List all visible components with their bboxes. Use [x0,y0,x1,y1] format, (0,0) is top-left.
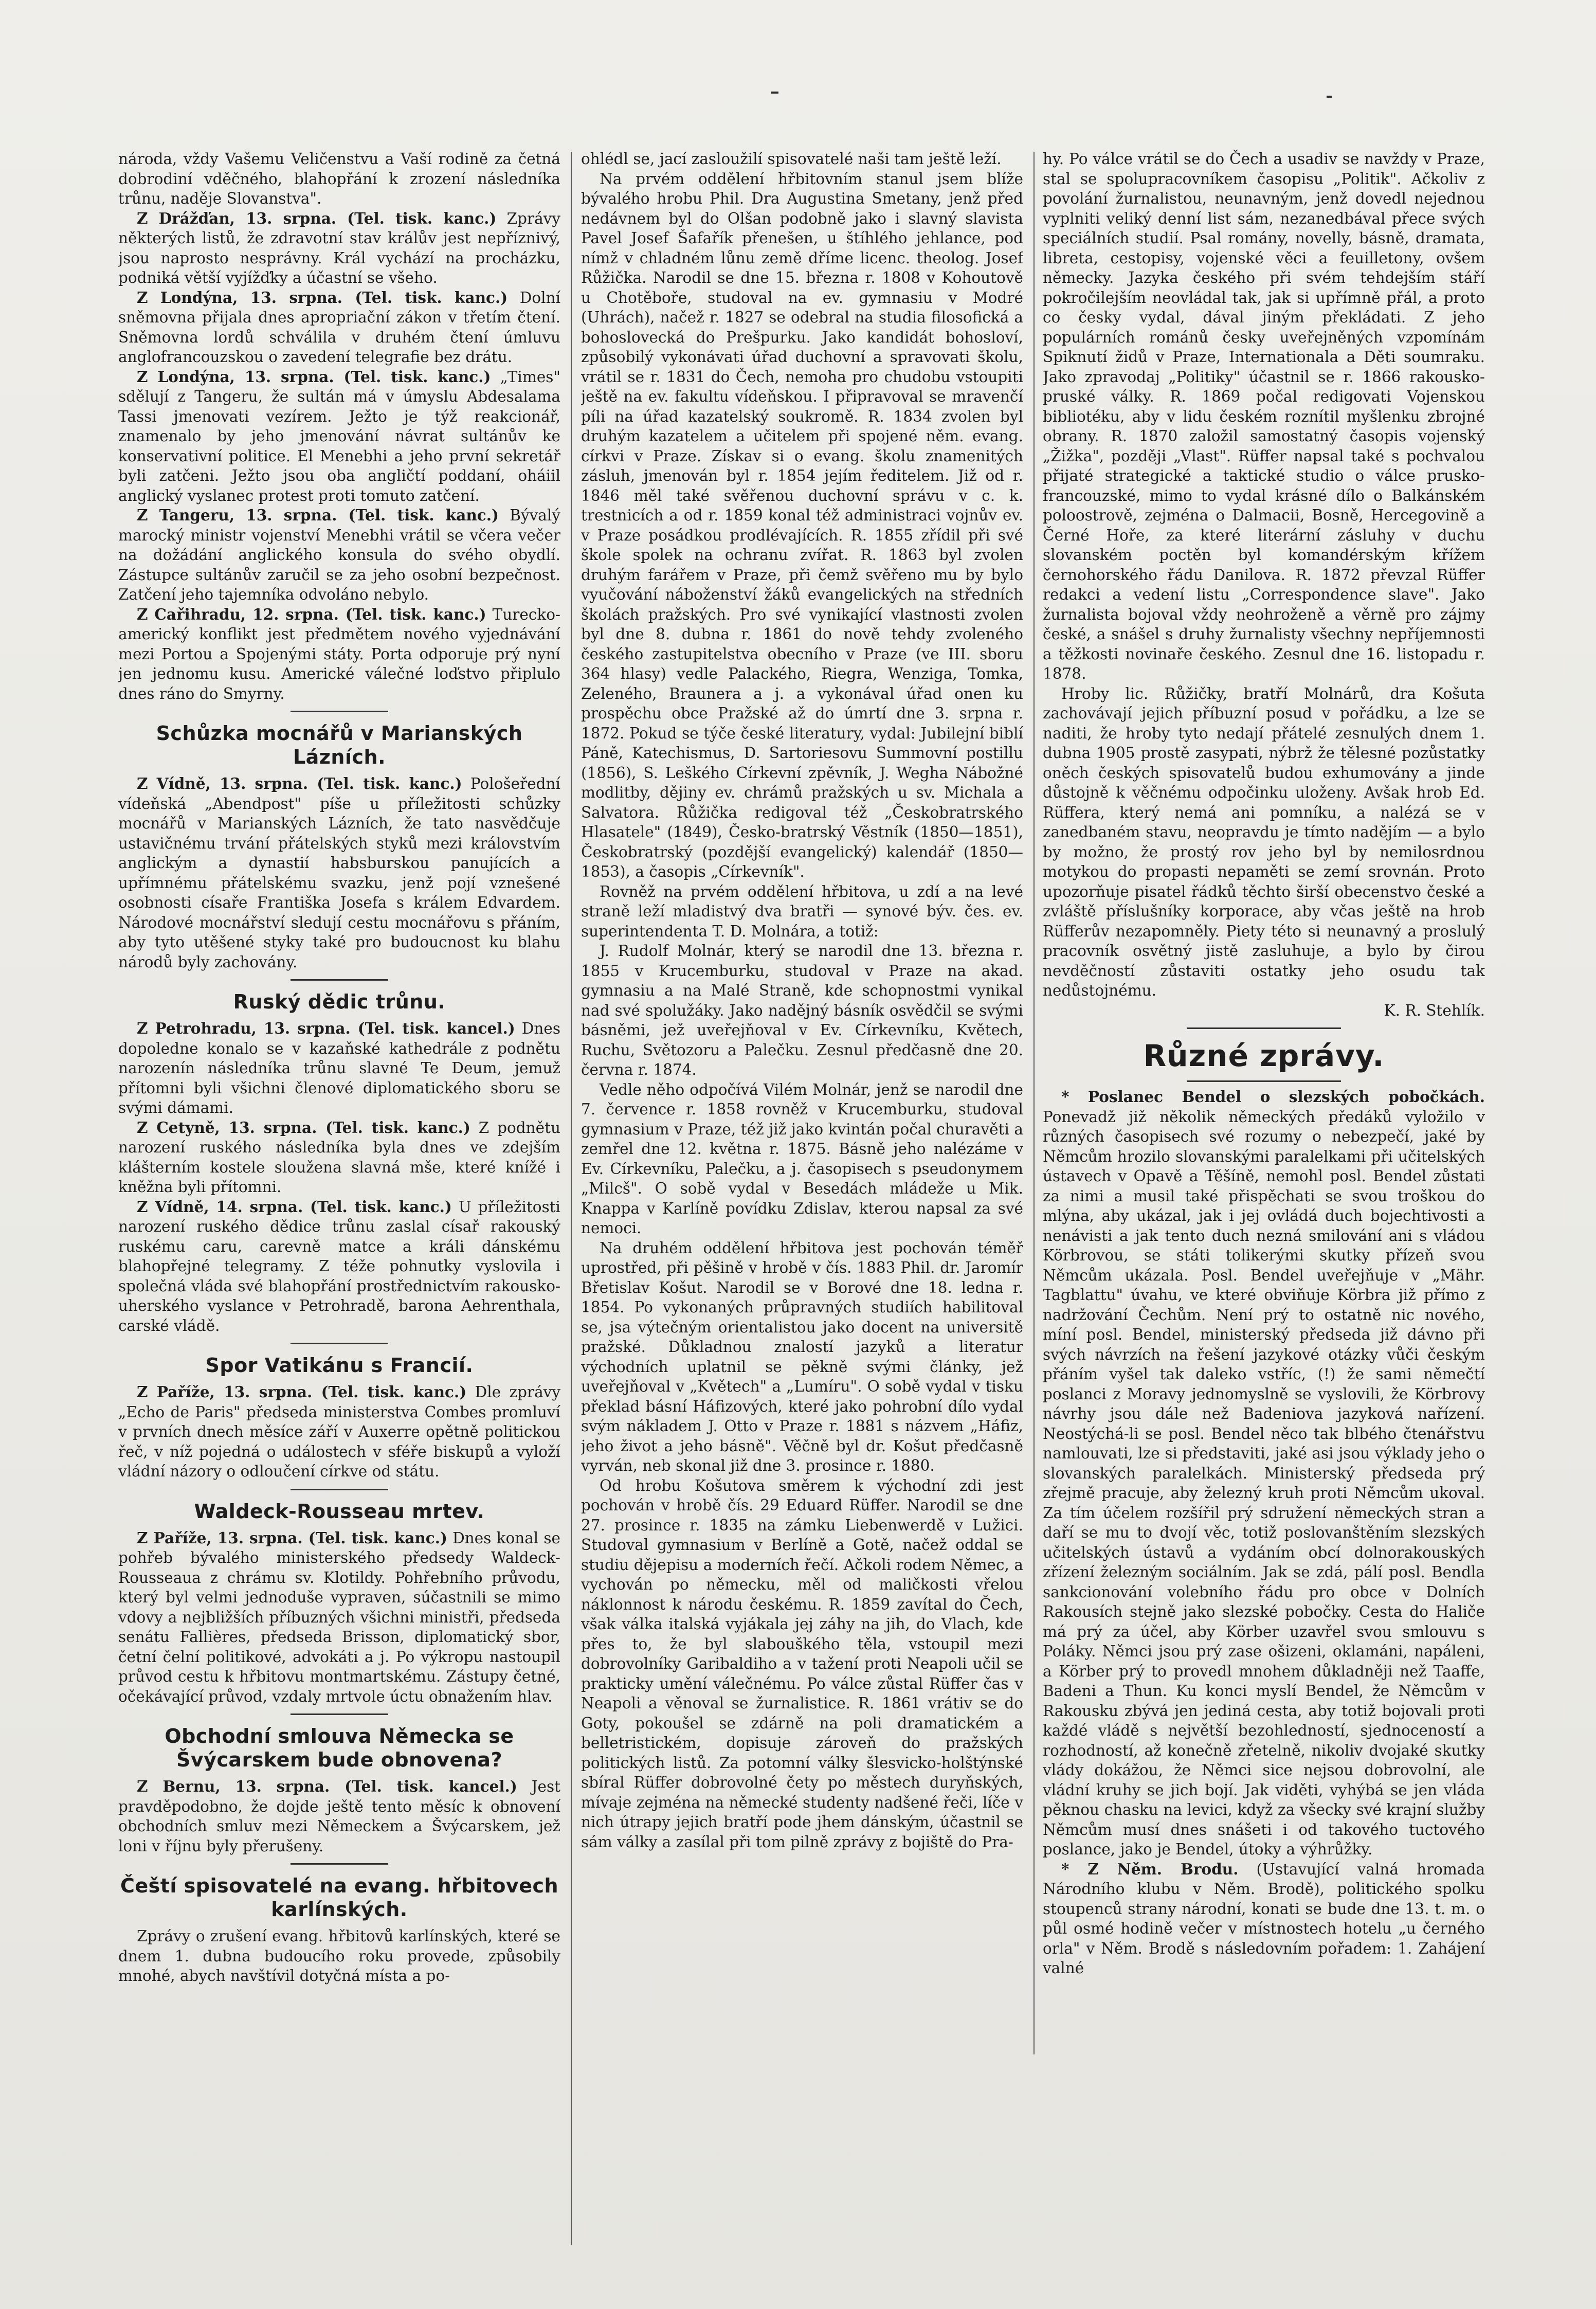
separator-rule [1187,1027,1341,1029]
headline: Schůzka mocnářů v Marianských Lázních. [156,722,523,768]
news-item [1043,1087,1485,1860]
paragraph: Na druhém oddělení hřbitova jest pochován téměř uprostřed, při pěšině v hrobě v čís. 1883 Phil. dr. Jaromír Břetislav Košut. Narodil se v Borové dne 18. ledna r. 1854. Po vykonaných průpravných studiích habilitoval se, jsa výtečným orientalistou jako docent na universitě pražské. Důkladnou znalostí jazyků a literatur východních uplatnil se pěkně svými články, jež uveřejňoval v „Květech" a „Lumíru". O sobě vydal v tisku překlad básní Háfizových, které jako pohrobní dílo vydal svým nákladem J. Otto v Praze r. 1881 s názvem „Háfiz, jeho život a jeho básně". Věčně byl dr. Košut předčasně vyrván, neb skonal již dne 3. prosince r. 1880. [581,1239,1023,1474]
scan-mark [771,92,778,94]
news-item [118,209,560,288]
news-item [118,1382,560,1482]
news-item [118,605,560,704]
news-text: (Ustavující valná hromada Národního klubu v Něm. Brodě), politického spolku stoupenců strany národní, konati se bude dne 13. t. m. o půl osmé hodině večer v místnostech hotelu „u černého orla" v Něm. Brodě s následovním pořadem: 1. Zahájení valné [1043,1860,1485,1977]
item-heading: * Poslanec Bendel o slezských pobočkách. [1061,1088,1485,1106]
item-heading: * Z Něm. Brodu. [1061,1860,1239,1878]
paragraph: Na prvém oddělení hřbitovním stanul jsem blíže bývalého hrobu Phil. Dra Augustina Smetany, jenž před nedávnem byl do Olšan podobně jako i slavný slavista Pavel Josef Šafařík přenešen, u štíhlého jehlance, pod nímž v chladném lůnu země dříme licenc. theolog. Josef Růžička. Narodil se dne 15. března r. 1808 v Kohoutově u Chotěboře, studoval na ev. gymnasiu v Modré (Uhrách), načež r. 1827 se odebral na studia filosofická a bohoslovecká do Prešpurku. Jako kandidát bohosloví, způsobilý vykonávati úřad duchovní a spravovati školu, vrátil se r. 1831 do Čech, nemoha pro chudobu vstoupiti ještě na ev. fakultu vídeňskou. I připravoval se mravenčí píli na úřad kazatelský soukromě. R. 1834 zvolen byl druhým kazatelem a učitelem při spojené něm. evang. církvi v Praze. Získav si o evang. školu znamenitých zásluh, jmenován byl r. 1854 jejím ředitelem. Již od r. 1846 měl také svěřenou duchovní správu v c. k. trestnicích a od r. 1859 konal též administraci vojnův ev. v Praze posádkou prodlévajících. R. 1855 zřídil při své škole spolek na ochranu zvířat. R. 1863 byl zvolen druhým farářem v Praze, při čemž svěřeno mu by bylo vyučování náboženství žáků evangelických na středních školách pražských. Pro své vynikající vlastnosti zvolen byl dne 8. dubna r. 1861 do nově tehdy zvoleného českého zastupitelstva obecního v Praze (ve III. sboru 364 hlasy) vedle Palackého, Riegra, Wenziga, Tomka, Zeleného, Braunera a j. a vykonával úřad onen ku prospěchu obce Pražské až do úmrtí dne 3. srpna r. 1872. Pokud se týče české literatury, vydal: Jubilejní biblí Páně, Katechismus, D. Sartoriesovu Summovní postillu (1856), S. Leškého Církevní zpěvník, J. Wegha Nábožné modlitby, dějiny ev. chrámů pražských u sv. Michala a Salvatora. Růžička redigoval též „Českobratrského Hlasatele" (1849), Česko-bratrský Věstník (1850—1851), Českobratrský (pozdější evangelický) kalendář (1850—1853), a časopis „Církevník". [581,170,1023,880]
news-text: Pološeřední vídeňská „Abendpost" píše u příležitosti schůzky mocnářů v Marianských Lázních, že tato nasvědčuje ustavičnému trvání přátelských styků mezi královstvím anglickým a dynastií habsburskou panujících a upřímnému přátelskému svazku, jenž pojí vznešené osobnosti císaře Františka Josefa s králem Edvardem. Národové mocnářství sledují cestu mocnářovu s přáním, aby tyto utěšené styky také pro budoucnost ku blahu národů byly zachovány. [118,775,560,971]
paragraph: ohlédl se, jací zasloužilí spisovatelé naši tam ještě leží. [581,150,1002,168]
dateline: Z Vídně, 13. srpna. (Tel. tisk. kanc.) [137,774,462,792]
news-item [118,506,560,605]
dateline: Z Londýna, 13. srpna. (Tel. tisk. kanc.) [137,288,508,306]
separator-rule [1187,1080,1341,1082]
dateline: Z Drážďan, 13. srpna. (Tel. tisk. kanc.) [137,209,497,227]
paragraph: Vedle něho odpočívá Vilém Molnár, jenž se narodil dne 7. července r. 1858 rovněž v Krucemburku, studoval gymnasium v Praze, též již jako kvintán počal churavěti a zemřel dne 12. května r. 1875. Básně jeho nalézáme v Ev. Církevníku, Palečku, a j. časopisech s pseudonymem „Milcš". O sobě vydal v Besedách mládeže u Mik. Knappa v Karlíně povídku Zdislav, kterou napsal za své nemoci. [581,1080,1023,1237]
paragraph: Zprávy o zrušení evang. hřbitovů karlínských, které se dnem 1. dubna budoucího roku provede, způsobily mnohé, abych navštívil dotyčná místa a po- [118,1927,560,1985]
paragraph: hy. Po válce vrátil se do Čech a usadiv se navždy v Praze, stal se spolupracovníkem časopisu „Politik". Ačkoliv z povolání žurnalistou, neunavným, jenž dovedl nejednou vyplniti veliký denní list sám, nezanedbával přece svých speciálních studií. Psal romány, novelly, básně, dramata, libreta, cestopisy, vojenské věci a feuilletony, ovšem německy. Jazyka českého při svém tehdejším stáří pokročilejším neovládal tak, jak si upřímně přál, a proto co česky vydal, dával jiným překládati. Z jeho populárních románů česky uveřejněných vzpomínám Spiknutí židů v Praze, Internationala a Děti soumraku. Jako zpravodaj „Politiky" účastnil se r. 1866 rakousko-pruské války. R. 1869 počal redigovati Vojenskou bibliotéku, aby v lidu českém roznítil myšlenku zbrojné obrany. R. 1870 založil samostatný časopis vojenský „Žižka", později „Vlast". Rüffer napsal také s pochvalou přijaté strategické a taktické studio o válce prusko-francouzské, mimo to vydal krásné dílo o Balkánském poloostrově, zejména o Dalmacii, Bosně, Hercegovině a Černé Hoře, za které literární zásluhy v duchu slovanském poctěn byl komandérským křížem černohorského řádu Danilova. R. 1872 převzal Rüffer redakci a vedení listu „Correspondence slave". Jako žurnalista bojoval vždy neohroženě a věrně pro zájmy české, a snášel s druhy žurnalisty všechny nepříjemnosti a těžkosti novinaře českého. Zesnul dne 16. listopadu r. 1878. [1043,150,1485,682]
news-item [118,1019,560,1118]
separator-rule [291,1713,388,1715]
headline: Spor Vatikánu s Francií. [205,1354,474,1377]
headline: Čeští spisovatelé na evang. hřbitovech karlínských. [120,1874,559,1921]
dateline: Z Paříže, 13. srpna. (Tel. tisk. kanc.) [137,1383,467,1401]
news-text: Dle zprávy „Echo de Paris" předseda ministerstva Combes promluví v prvních dnech měsíce září v Auxerre opětně politickou řeč, v níž pojedná o událostech v sféře biskupů a vyloží vládní názory o odloučení církve od státu. [118,1383,560,1480]
news-item [1043,1860,1485,1978]
paragraph: Od hrobu Košutova směrem k východní zdi jest pochován v hrobě čís. 29 Eduard Rüffer. Narodil se dne 27. prosince r. 1835 na zámku Liebenwerdě v Lužici. Studoval gymnasium v Berlíně a Gotě, načež oddal se studiu dějepisu a moderních řečí. Ačkoli rodem Němec, a vychován po německu, měl od maličkosti vřelou náklonnost k národu českému. R. 1859 zavítal do Čech, však válka italská vyjákala jej záhy na jih, do Vlach, kde přes to, že byl slabouškého těla, vstoupil mezi dobrovolníky Garibaldiho a v tažení proti Neapoli učil se prakticky umění válečnému. Po válce zůstal Rüffer čas v Neapoli a věnoval se žurnalistice. R. 1861 vrátiv se do Goty, pokoušel se zdárně na poli dramatickém a belletristickém, dopisuje zároveň do pražských politických listů. Za potomní války šlesvicko-holštýnské sbíral Rüffer dobrovolné čety po městech duryňských, mívaje zejména na německé studenty nadšené řeči, líče v nich útrapy jejich bratří pode jhem dánským, účastnil se sám války a zasílal při tom pilně zprávy z bojiště do Pra- [581,1476,1023,1851]
news-text: Dnes konal se pohřeb bývalého ministerského předsedy Waldeck-Rousseaua z chrámu sv. Klotildy. Pohřebního průvodu, který byl velmi jednoduše vypraven, súčastnili se mimo vdovy a nejbližších příbuzných všichni ministři, předseda senátu Fallières, předseda Brisson, diplomatický sbor, četní čelní politikové, advokáti a j. Po výkropu nastoupil průvod cestu k hřbitovu montmartskému. Zástupy četné, očekávající průvod, vzdaly mrtvole úctu obnažením hlav. [118,1529,560,1705]
news-text: „Times" sdělují z Tangeru, že sultán má v úmyslu Abdesalama Tassi jmenovati vezírem. Ježto je týž reakcionář, znamenalo by jeho jmenování návrat sultánův ke konservativní politice. El Menebhi a jeho první sekretář byli zatčeni. Ježto jsou oba angličtí poddaní, oháiil anglický vyslanec protest proti tomuto zatčení. [118,368,560,504]
column-left [118,149,560,2232]
dateline: Z Petrohradu, 13. srpna. (Tel. tisk. kancel.) [137,1019,515,1037]
news-text: Dolní sněmovna přijala dnes apropriační zákon v třetím čtení. Sněmovna lordů schválila v druhém čtení úmluvu anglofrancouzskou o zavedení telegrafie bez drátu. [118,288,560,366]
separator-rule [291,1863,388,1865]
paragraph: J. Rudolf Molnár, který se narodil dne 13. března r. 1855 v Krucemburku, studoval v Praze na akad. gymnasiu a na Malé Straně, kde schopnostmi vynikal nad své spolužáky. Jako nadějný básník osvědčil se svými básněmi, jež uveřejňoval v Ev. Církevníku, Květech, Ruchu, Světozoru a Palečku. Zesnul předčasně dne 20. června r. 1874. [581,942,1023,1078]
separator-rule [291,979,388,981]
author-signature: K. R. Stehlík. [1384,1001,1485,1019]
news-item [118,1777,560,1856]
dateline: Z Cařihradu, 12. srpna. (Tel. tisk. kanc.) [137,605,486,623]
scan-mark [1327,96,1332,98]
headline: Waldeck-Rousseau mrtev. [194,1500,485,1523]
news-item [118,1197,560,1336]
separator-rule [291,711,388,712]
news-text: Turecko-americký konflikt jest předmětem nového vyjednávání mezi Portou a Spojenými státy. Porta odporuje prý nyní jen jednomu kusu. Americké válečné loďstvo připlulo dnes ráno do Smyrny. [118,605,560,702]
paragraph: Hroby lic. Růžičky, bratří Molnárů, dra Košuta zachovávají jejich příbuzní posud v pořádku, a lze se naditi, že hroby tyto nedají přátelé zesnulých dnem 1. dubna 1905 prostě zasypati, nýbrž že tělesné pozůstatky oněch českých spisovatelů budou exhumovány a jinde důstojně k věčnému odpočinku uloženy. Avšak hrob Ed. Rüffera, který nemá ani pomníku, a nalézá se v zanedbaném stavu, neopravdu je tímto nadějím — a bylo by možno, že prostý rov jeho byl by nemilosrdnou motykou do propasti nepaměti se zemí srovnán. Proto upozorňuje pisatel řádků těchto širší obecenstvo české a zvláště příslušníky korporace, aby včas ještě na hrob Rüfferův nezapomněly. Piety této si neunavný a proslulý pracovník osvětný jistě zasluhuje, a bylo by čirou nevděčností zůstaviti ostatky jeho osudu tak nedůstojnému. [1043,684,1485,999]
dateline: Z Bernu, 13. srpna. (Tel. tisk. kancel.) [137,1777,517,1795]
news-text: Zprávy některých listů, že zdravotní stav králův jest nepříznivý, jsou naprosto nesprávny. Král vychází na procházku, podniká větší vyjížďky a účastní se všeho. [118,209,560,286]
column-right [1043,149,1485,2052]
news-text: U příležitosti narození ruského dědice trůnu zaslal císař rakouský ruskému caru, carevně matce a králi dánskému blahopřejné telegramy. Z téže pohnutky vyslovila i společná vláda své blahopřání prostřednictvím rakousko-uherského vyslance v Petrohradě, barona Aehrenthala, carské vládě. [118,1198,560,1334]
column-middle [581,149,1023,2268]
dateline: Z Paříže, 13. srpna. (Tel. tisk. kanc.) [137,1528,447,1547]
news-item [118,1528,560,1707]
news-text: Z podnětu narození ruského následníka byla dnes ve zdejším klášterním kostele sloužena slavná mše, které knížé i kněžna byli přítomni. [118,1119,560,1196]
paragraph: národa, vždy Vašemu Veličenstvu a Vaší rodině za četná dobrodiní vděčného, blahopřání k zrození následníka trůnu, naděje Slovanstva". [118,150,560,207]
separator-rule [291,1489,388,1490]
paragraph: Rovněž na prvém oddělení hřbitova, u zdí a na levé straně leží mladistvý dva bratři — synové býv. čes. ev. superintendenta T. D. Molnára, a totiž: [581,882,1023,940]
section-headline: Různé zprávy. [1143,1038,1385,1073]
headline: Obchodní smlouva Německa se Švýcarskem bude obnovena? [165,1725,514,1771]
news-text: Dnes dopoledne konalo se v kazaňské kathedrále z podnětu narozenín následníka trůnu slavné Te Deum, jemuž přítomni byli všichni členové diplomatického sboru se svými dámami. [118,1020,560,1116]
separator-rule [291,1343,388,1344]
column-rule [571,152,572,2245]
dateline: Z Cetyně, 13. srpna. (Tel. tisk. kanc.) [137,1118,470,1137]
news-text: Jest pravděpodobno, že dojde ještě tento měsíc k obnovení obchodních smluv mezi Německem a Švýcarskem, jež loni v říjnu byly přerušeny. [118,1778,560,1855]
news-item [118,288,560,367]
news-item [118,367,560,506]
column-rule [1033,152,1035,2054]
news-item [118,774,560,972]
news-item [118,1118,560,1197]
headline: Ruský dědic trůnu. [233,990,446,1013]
news-text: Bývalý marocký ministr vojenství Menebhi vrátil se včera večer na dožádání anglického konsula do svého obydlí. Zástupce sultánův zaručil se za jeho osobní bezpečnost. Zatčení jeho tajemníka odvoláno nebylo. [118,507,560,603]
dateline: Z Tangeru, 13. srpna. (Tel. tisk. kanc.) [137,506,499,524]
dateline: Z Vídně, 14. srpna. (Tel. tisk. kanc.) [137,1197,452,1216]
news-text: Ponevadž již několik německých předáků vyložilo v různých časopisech své rozumy o nebezpečí, jaké by Němcům hrozilo slovanskými paralelkami při učitelských ústavech v Opavě a Těšíně, nemohl posl. Bendel zůstati za nimi a musil také přispěchati se svou troškou do mlýna, aby ukázal, jak i jej ovládá duch bojechtivosti a nenávisti a jak tento duch nezná smilování ani s vládou Körbrovou, se státi tolikerými skutky přízeň svou Němcům ukázala. Posl. Bendel uveřejňuje v „Mähr. Tagblattu" úvahu, ve které obviňuje Körbra již přímo z nadržování Čechům. Není prý to ostatně nic nového, míní posl. Bendel, ministerský předseda již dávno při svých návrzích na řešení jazykové otázky vůči českým přáním vyšel tak daleko vstříc, (!) že sami němečtí poslanci z Moravy jednomyslně se vyslovili, že Körbrovy návrhy jsou dále než Badeniova jazyková nařízení. Neostýchá-li se posl. Bendel něco tak blbého čtenářstvu namlouvati, lze si představiti, jaké asi jsou výklady jeho o slovanských paralelkách. Ministerský předseda prý zřejmě pracuje, aby železný kruh proti Němcům ukoval. Za tím účelem rozšířil prý sdružení německých stran a daří se mu to dvojí věc, totiž poslovanštěním slezských učitelských ústavů a vydáním obcí dolnorakouských zřízení železným sociálním. Jak se zdá, pálí posl. Bendla sankcionování volebního řádu pro obce v Dolních Rakousích stejně jako slezské pobočky. Cesta do Haliče má prý za účel, aby Körber uzavřel svou smlouvu s Poláky. Němci jsou prý zase ošizeni, oklamáni, napáleni, a Körber prý to provedl mnohem důkladněji než Taaffe, Badeni a Thun. Ku konci myslí Bendel, že Němcům v Rakousku zbývá jen jediná cesta, aby totiž bojovali proti každé vládě s největší bezohledností, sjednoceností a rozhodností, až konečně zřetelně, nikoliv dvojaké skutky vlády dokážou, že Němci sice nejsou dobrovolní, ale vládní kruhy se jich bojí. Jak viděti, vyhýbá se jen vláda pěknou chasku na levici, když za všecky své krajní služby Němcům musí dnes snášeti i od takového tuctového poslance, jako je Bendel, útoky a výhrůžky. [1043,1108,1485,1858]
dateline: Z Londýna, 13. srpna. (Tel. tisk. kanc.) [137,367,491,386]
